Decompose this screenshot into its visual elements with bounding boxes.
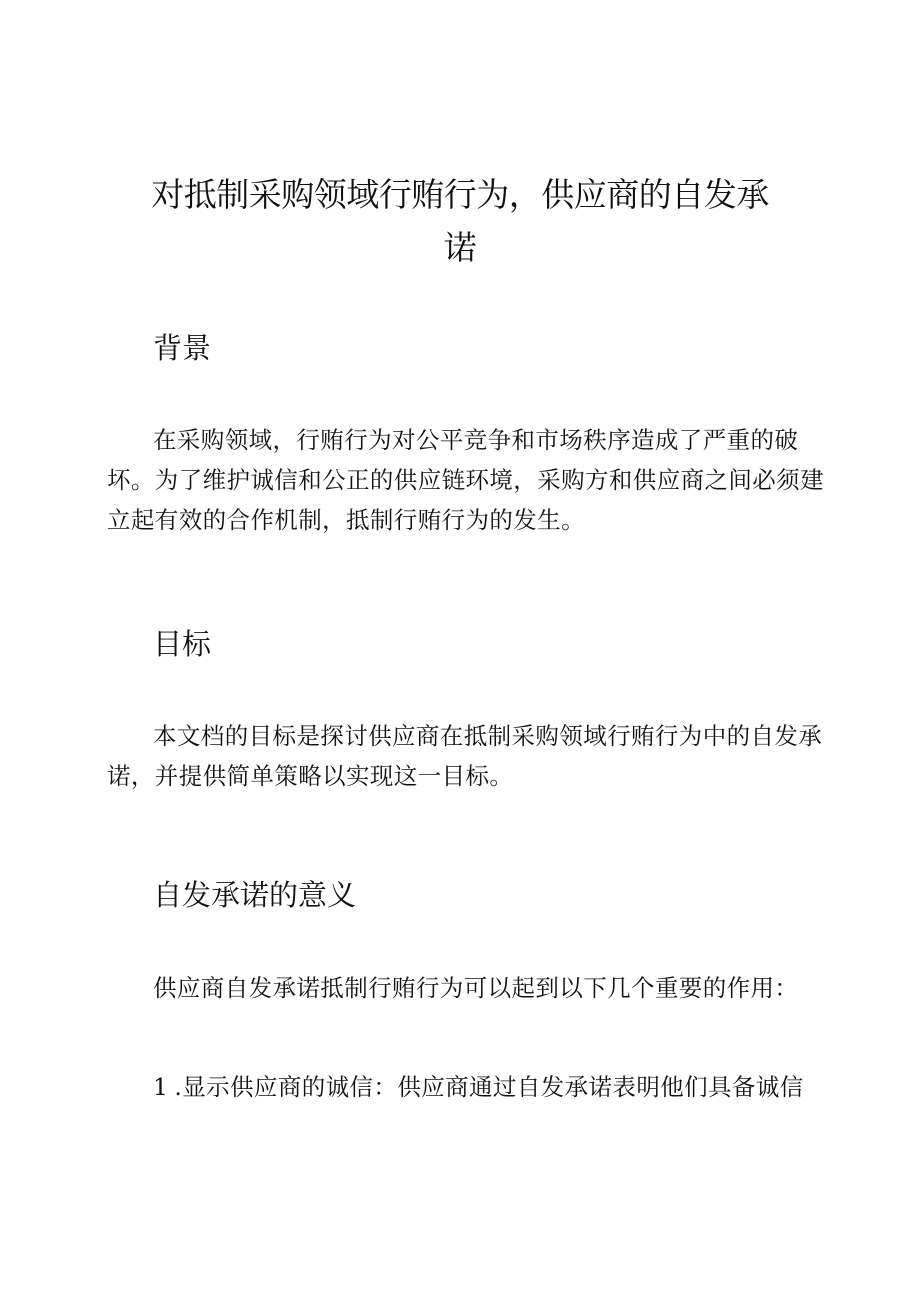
section-heading-significance: 自发承诺的意义 [153,878,357,912]
list-item-number: 1 [153,1073,169,1101]
section-heading-goal: 目标 [153,627,212,661]
goal-paragraph: 本文档的目标是探讨供应商在抵制采购领域行贿行为中的自发承诺，并提供简单策略以实现这一目标。 [107,722,823,790]
list-item-text: .显示供应商的诚信：供应商通过自发承诺表明他们具备诚信 [174,1073,804,1101]
document-title: 对抵制采购领域行贿行为，供应商的自发承诺 [151,175,769,267]
background-paragraph: 在采购领域，行贿行为对公平竞争和市场秩序造成了严重的破坏。为了维护诚信和公正的供应链环境，采购方和供应商之间必须建立起有效的合作机制，抵制行贿行为的发生。 [107,426,824,534]
significance-paragraph: 供应商自发承诺抵制行贿行为可以起到以下几个重要的作用： [153,974,799,1002]
list-item [153,1067,804,1107]
section-heading-background: 背景 [153,331,212,365]
